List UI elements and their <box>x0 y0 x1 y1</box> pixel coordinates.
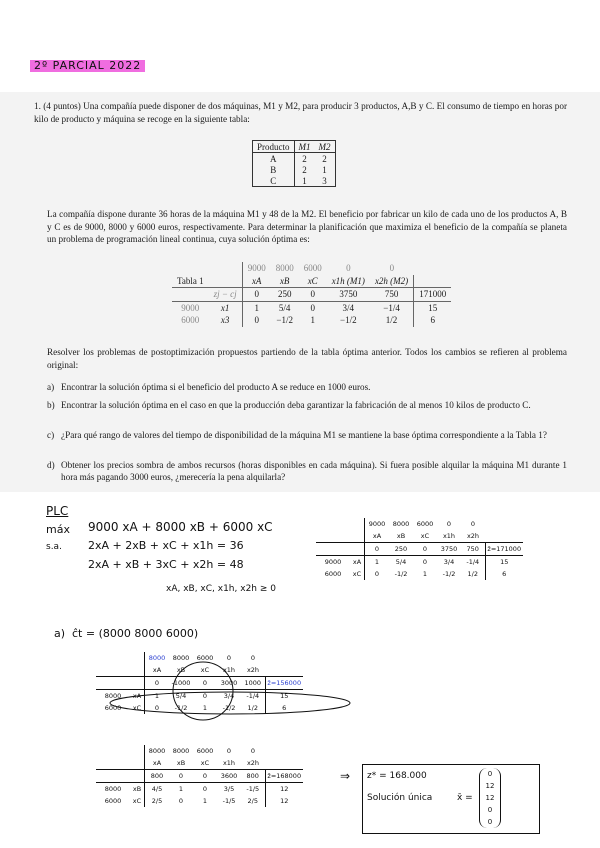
hw-value: 0 <box>422 558 428 566</box>
tabla1-basis: x1 <box>209 301 243 314</box>
hw-value: 1/2 <box>467 570 478 578</box>
hw-value: 3750 <box>437 543 461 556</box>
pivot-column-circle <box>173 662 233 720</box>
tabla1-name: Tabla 1 <box>172 275 209 288</box>
hw-var: xA <box>372 532 382 540</box>
solution-vector-entry: 12 <box>485 794 495 802</box>
hw-value: 0 <box>154 704 160 712</box>
max-label: máx <box>46 523 70 536</box>
unique-solution-label: Solución única <box>367 793 433 803</box>
problem-context: La compañía dispone durante 36 horas de la máquina M1 y 48 de la M2. El beneficio por fabricar un kilo de cada uno de los productos A, B y C es de 9000, 8000 y 6000 euros, respectivamente. Para determinar la planificación que maximiza el beneficio de la compañía se planeta un problema de programación lineal continua, cuya solución óptima es: <box>47 209 567 244</box>
tabla1-cost: 0 <box>346 263 351 274</box>
consumption-cell: 1 <box>322 164 327 175</box>
hw-cost: 6000 <box>196 747 214 755</box>
hw-cost: 0 <box>226 747 232 755</box>
hw-var: xB <box>176 759 186 767</box>
hw-value: 250 <box>389 543 413 556</box>
hw-cell <box>130 757 145 770</box>
tabla1-cost: 8000 <box>275 263 294 274</box>
hw-value: 2/5 <box>151 797 163 805</box>
consumption-cell: 2 <box>302 164 307 175</box>
tabla1-var: xA <box>242 275 271 288</box>
hw-basis: xA <box>350 556 365 569</box>
exam-title: 2º PARCIAL 2022 <box>30 60 145 72</box>
tabla1-basis: zj − cj <box>209 288 243 302</box>
hw-rhs: z̄=168000 <box>265 770 303 783</box>
hw-value: -1/2 <box>174 704 188 712</box>
consumption-cell: A <box>253 153 295 165</box>
hw-var: xB <box>176 666 186 674</box>
hw-value: 3/4 <box>223 692 235 700</box>
hw-var: xA <box>152 759 162 767</box>
hw-value: 3000 <box>217 677 241 690</box>
item-a: a) Encontrar la solución óptima si el beneficio del producto A se reduce en 1000 euros. <box>47 382 371 392</box>
tabla1-var: xB <box>271 275 299 288</box>
part-a-label: a) <box>54 627 66 640</box>
hw-row-cost: 6000 <box>104 704 122 712</box>
hw-row-cost: 6000 <box>104 797 122 805</box>
plc-label: PLC <box>46 504 69 518</box>
hw-value: -1/5 <box>222 797 236 805</box>
hw-value: -1/2 <box>442 570 456 578</box>
hw-row <box>96 770 303 783</box>
solution-vector-entry: 0 <box>487 818 493 826</box>
hw-value: 0 <box>202 785 208 793</box>
handwritten-table-3 <box>96 745 303 807</box>
tabla1-cost: 0 <box>389 263 395 274</box>
tabla1-value: 0 <box>299 288 327 302</box>
hw-value: 1 <box>202 797 208 805</box>
hw-value: 1 <box>202 704 208 712</box>
hw-value: 0 <box>202 692 208 700</box>
tabla1-rhs: 15 <box>414 301 452 314</box>
problem-number: 1. <box>34 101 41 111</box>
hw-basis: xC <box>130 795 145 807</box>
tabla1-var: x1h (M1) <box>327 275 370 288</box>
answer-box <box>362 764 540 834</box>
hw-row <box>96 783 303 796</box>
tabla1-value: 1/2 <box>385 315 398 326</box>
hw-basis: xC <box>350 568 365 580</box>
tabla1-value: 0 <box>254 315 259 326</box>
hw-var: xC <box>420 532 430 540</box>
problem-intro-text: (4 puntos) Una compañía puede disponer de dos máquinas, M1 y M2, para producir 3 productos, A,B y C. El consumo de tiempo en horas por kilo de producto y máquina se recoge en la siguiente tabla: <box>34 101 568 124</box>
constraint-2: 2xA + xB + 3xC + x2h = 48 <box>88 558 244 571</box>
hw-cell <box>265 745 303 757</box>
tabla1-value: −1/2 <box>340 315 357 326</box>
hw-value: -1/2 <box>222 704 236 712</box>
hw-value: -1000 <box>169 677 193 690</box>
tabla1-value: −1/2 <box>276 315 293 326</box>
hw-cell <box>130 745 145 757</box>
hw-value: 0 <box>365 543 390 556</box>
solution-vector <box>479 768 501 828</box>
hw-basis: xC <box>130 702 145 714</box>
consumption-header: Producto <box>253 141 295 153</box>
hw-basis: xA <box>130 690 145 703</box>
solution-vector-entry: 12 <box>485 782 495 790</box>
hw-cost: 0 <box>446 520 452 528</box>
hw-value: 1/2 <box>247 704 258 712</box>
hw-row-cost: 9000 <box>324 558 342 566</box>
hw-value: 3/4 <box>443 558 455 566</box>
hw-cost: 0 <box>226 654 232 662</box>
implies-arrow: ⇒ <box>340 769 351 783</box>
tabla1-value: 5/4 <box>278 302 291 313</box>
hw-value: 5/4 <box>395 558 407 566</box>
hw-rhs: z̄=156000 <box>265 677 303 690</box>
hw-cost: 8000 <box>172 747 190 755</box>
hw-value: -1/5 <box>246 785 260 793</box>
hw-cost: 6000 <box>416 520 434 528</box>
hw-value: 1 <box>178 785 184 793</box>
solution-vector-entry: 0 <box>487 806 493 814</box>
instructions: Resolver los problemas de postoptimización propuestos partiendo de la tabla óptima anterior. Todos los cambios se refieren al problema original: <box>47 347 567 370</box>
tabla1-row-cost: 6000 <box>181 315 200 326</box>
hw-value: 1 <box>154 692 160 700</box>
hw-cell <box>265 757 303 770</box>
hw-value: 750 <box>461 543 485 556</box>
hw-row-cost: 6000 <box>324 570 342 578</box>
hw-rhs: 12 <box>265 795 303 807</box>
hw-value: 0 <box>413 543 437 556</box>
hw-value: 0 <box>193 677 217 690</box>
hw-cost: 8000 <box>172 654 190 662</box>
tabla1-value: 250 <box>271 288 299 302</box>
nonnegativity: xA, xB, xC, x1h, x2h ≥ 0 <box>166 584 276 594</box>
hw-value: 0 <box>374 570 380 578</box>
hw-cell <box>96 757 130 770</box>
hw-value: -1/4 <box>466 558 480 566</box>
hw-basis: xB <box>130 783 145 796</box>
hw-basis <box>130 770 145 783</box>
xbar-label: x̄ = <box>457 793 473 803</box>
tabla1-value: 3/4 <box>342 302 355 313</box>
tabla1-value: 750 <box>370 288 414 302</box>
tabla1-row-cost: 9000 <box>181 302 200 313</box>
hw-row <box>96 795 303 807</box>
tabla1-value: 0 <box>242 288 271 302</box>
tabla1-cost: 6000 <box>303 263 322 274</box>
tabla1-var: xC <box>299 275 327 288</box>
hw-value: 5/4 <box>175 692 187 700</box>
consumption-cell: C <box>253 175 295 187</box>
hw-rhs: 12 <box>265 783 303 796</box>
consumption-cell: 1 <box>302 175 307 186</box>
hw-var: x1h <box>222 666 236 674</box>
item-b: b) Encontrar la solución óptima en el caso en que la producción deba garantizar la fabricación de al menos 10 kilos de producto C. <box>47 400 531 410</box>
hw-value: 3/5 <box>223 785 235 793</box>
hw-cost: 8000 <box>392 520 410 528</box>
hw-var: xB <box>396 532 406 540</box>
tabla1-value: 0 <box>310 302 315 313</box>
hw-row-cost: 8000 <box>104 692 122 700</box>
hw-var: x1h <box>222 759 236 767</box>
hw-var: x2h <box>246 759 260 767</box>
consumption-cell: 2 <box>322 153 327 164</box>
hw-value: -1/2 <box>394 570 408 578</box>
hw-value: 1 <box>374 558 380 566</box>
tabla1-cost: 9000 <box>247 263 266 274</box>
hw-cost: 0 <box>250 654 256 662</box>
hw-row-cost <box>96 770 130 783</box>
item-c: c) ¿Para qué rango de valores del tiempo de disponibilidad de la máquina M1 se mantiene la base óptima correspondiente a la Tabla 1? <box>47 430 547 440</box>
hw-cost-row <box>96 745 303 757</box>
hw-value: 2/5 <box>247 797 258 805</box>
hw-value: -1/4 <box>246 692 260 700</box>
consumption-header: M1 <box>294 141 315 153</box>
hw-value: 0 <box>193 770 217 783</box>
solution-vector-entry: 0 <box>487 770 493 778</box>
hw-var: xC <box>200 759 210 767</box>
hw-var: xA <box>152 666 162 674</box>
objective-function: 9000 xA + 8000 xB + 6000 xC <box>88 520 273 534</box>
hw-cost: 0 <box>250 747 256 755</box>
tabla1-rhs: 6 <box>414 314 452 327</box>
constraint-1: 2xA + 2xB + xC + x1h = 36 <box>88 539 244 552</box>
hw-cost: 0 <box>470 520 476 528</box>
hw-rhs: 6 <box>485 568 523 580</box>
hw-var: x1h <box>442 532 456 540</box>
tabla1-value: 3750 <box>327 288 370 302</box>
hw-value: 1000 <box>241 677 265 690</box>
st-label: s.a. <box>46 542 62 552</box>
hw-rhs: 15 <box>485 556 523 569</box>
tabla1-value: 1 <box>310 315 315 326</box>
consumption-cell: 2 <box>302 153 307 164</box>
tabla1-var: x2h (M2) <box>370 275 414 288</box>
item-d: d) Obtener los precios sombra de ambos recursos (horas disponibles en cada máquina). Si fuera posible alquilar la máquina M1 durante 1 hora más pagando 3000 euros, ¿merecería la pena alquilarla? <box>47 460 567 482</box>
tabla1-basis: x3 <box>209 314 243 327</box>
hw-var: x2h <box>246 666 260 674</box>
hw-var: x2h <box>466 532 480 540</box>
hw-value: 1 <box>422 570 428 578</box>
hw-value: 800 <box>145 770 170 783</box>
hw-value: 4/5 <box>151 785 163 793</box>
hw-row-cost: 8000 <box>104 785 122 793</box>
hw-var-row <box>96 757 303 770</box>
hw-cost: 6000 <box>196 654 214 662</box>
hw-cost: 9000 <box>368 520 386 528</box>
hw-value: 3600 <box>217 770 241 783</box>
hw-value: 0 <box>169 770 193 783</box>
hw-rhs: 15 <box>265 690 303 703</box>
hw-value: 800 <box>241 770 265 783</box>
new-cost-vector: ĉt = (8000 8000 6000) <box>72 627 199 640</box>
hw-cost: 8000 <box>148 747 166 755</box>
consumption-cell: B <box>253 164 295 175</box>
hw-var: xC <box>200 666 210 674</box>
hw-cost: 8000 <box>148 654 166 662</box>
hw-value: 0 <box>145 677 170 690</box>
hw-cell <box>96 745 130 757</box>
tabla1-value: 1 <box>254 302 259 313</box>
tabla1-rhs: 171000 <box>414 288 452 302</box>
hw-rhs: z̄=171000 <box>485 543 523 556</box>
hw-value: 0 <box>178 797 184 805</box>
consumption-header: M2 <box>315 141 336 153</box>
tabla1-value: −1/4 <box>383 302 400 313</box>
hw-rhs: 6 <box>265 702 303 714</box>
consumption-cell: 3 <box>322 175 327 186</box>
optimal-value: z* = 168.000 <box>367 771 427 781</box>
